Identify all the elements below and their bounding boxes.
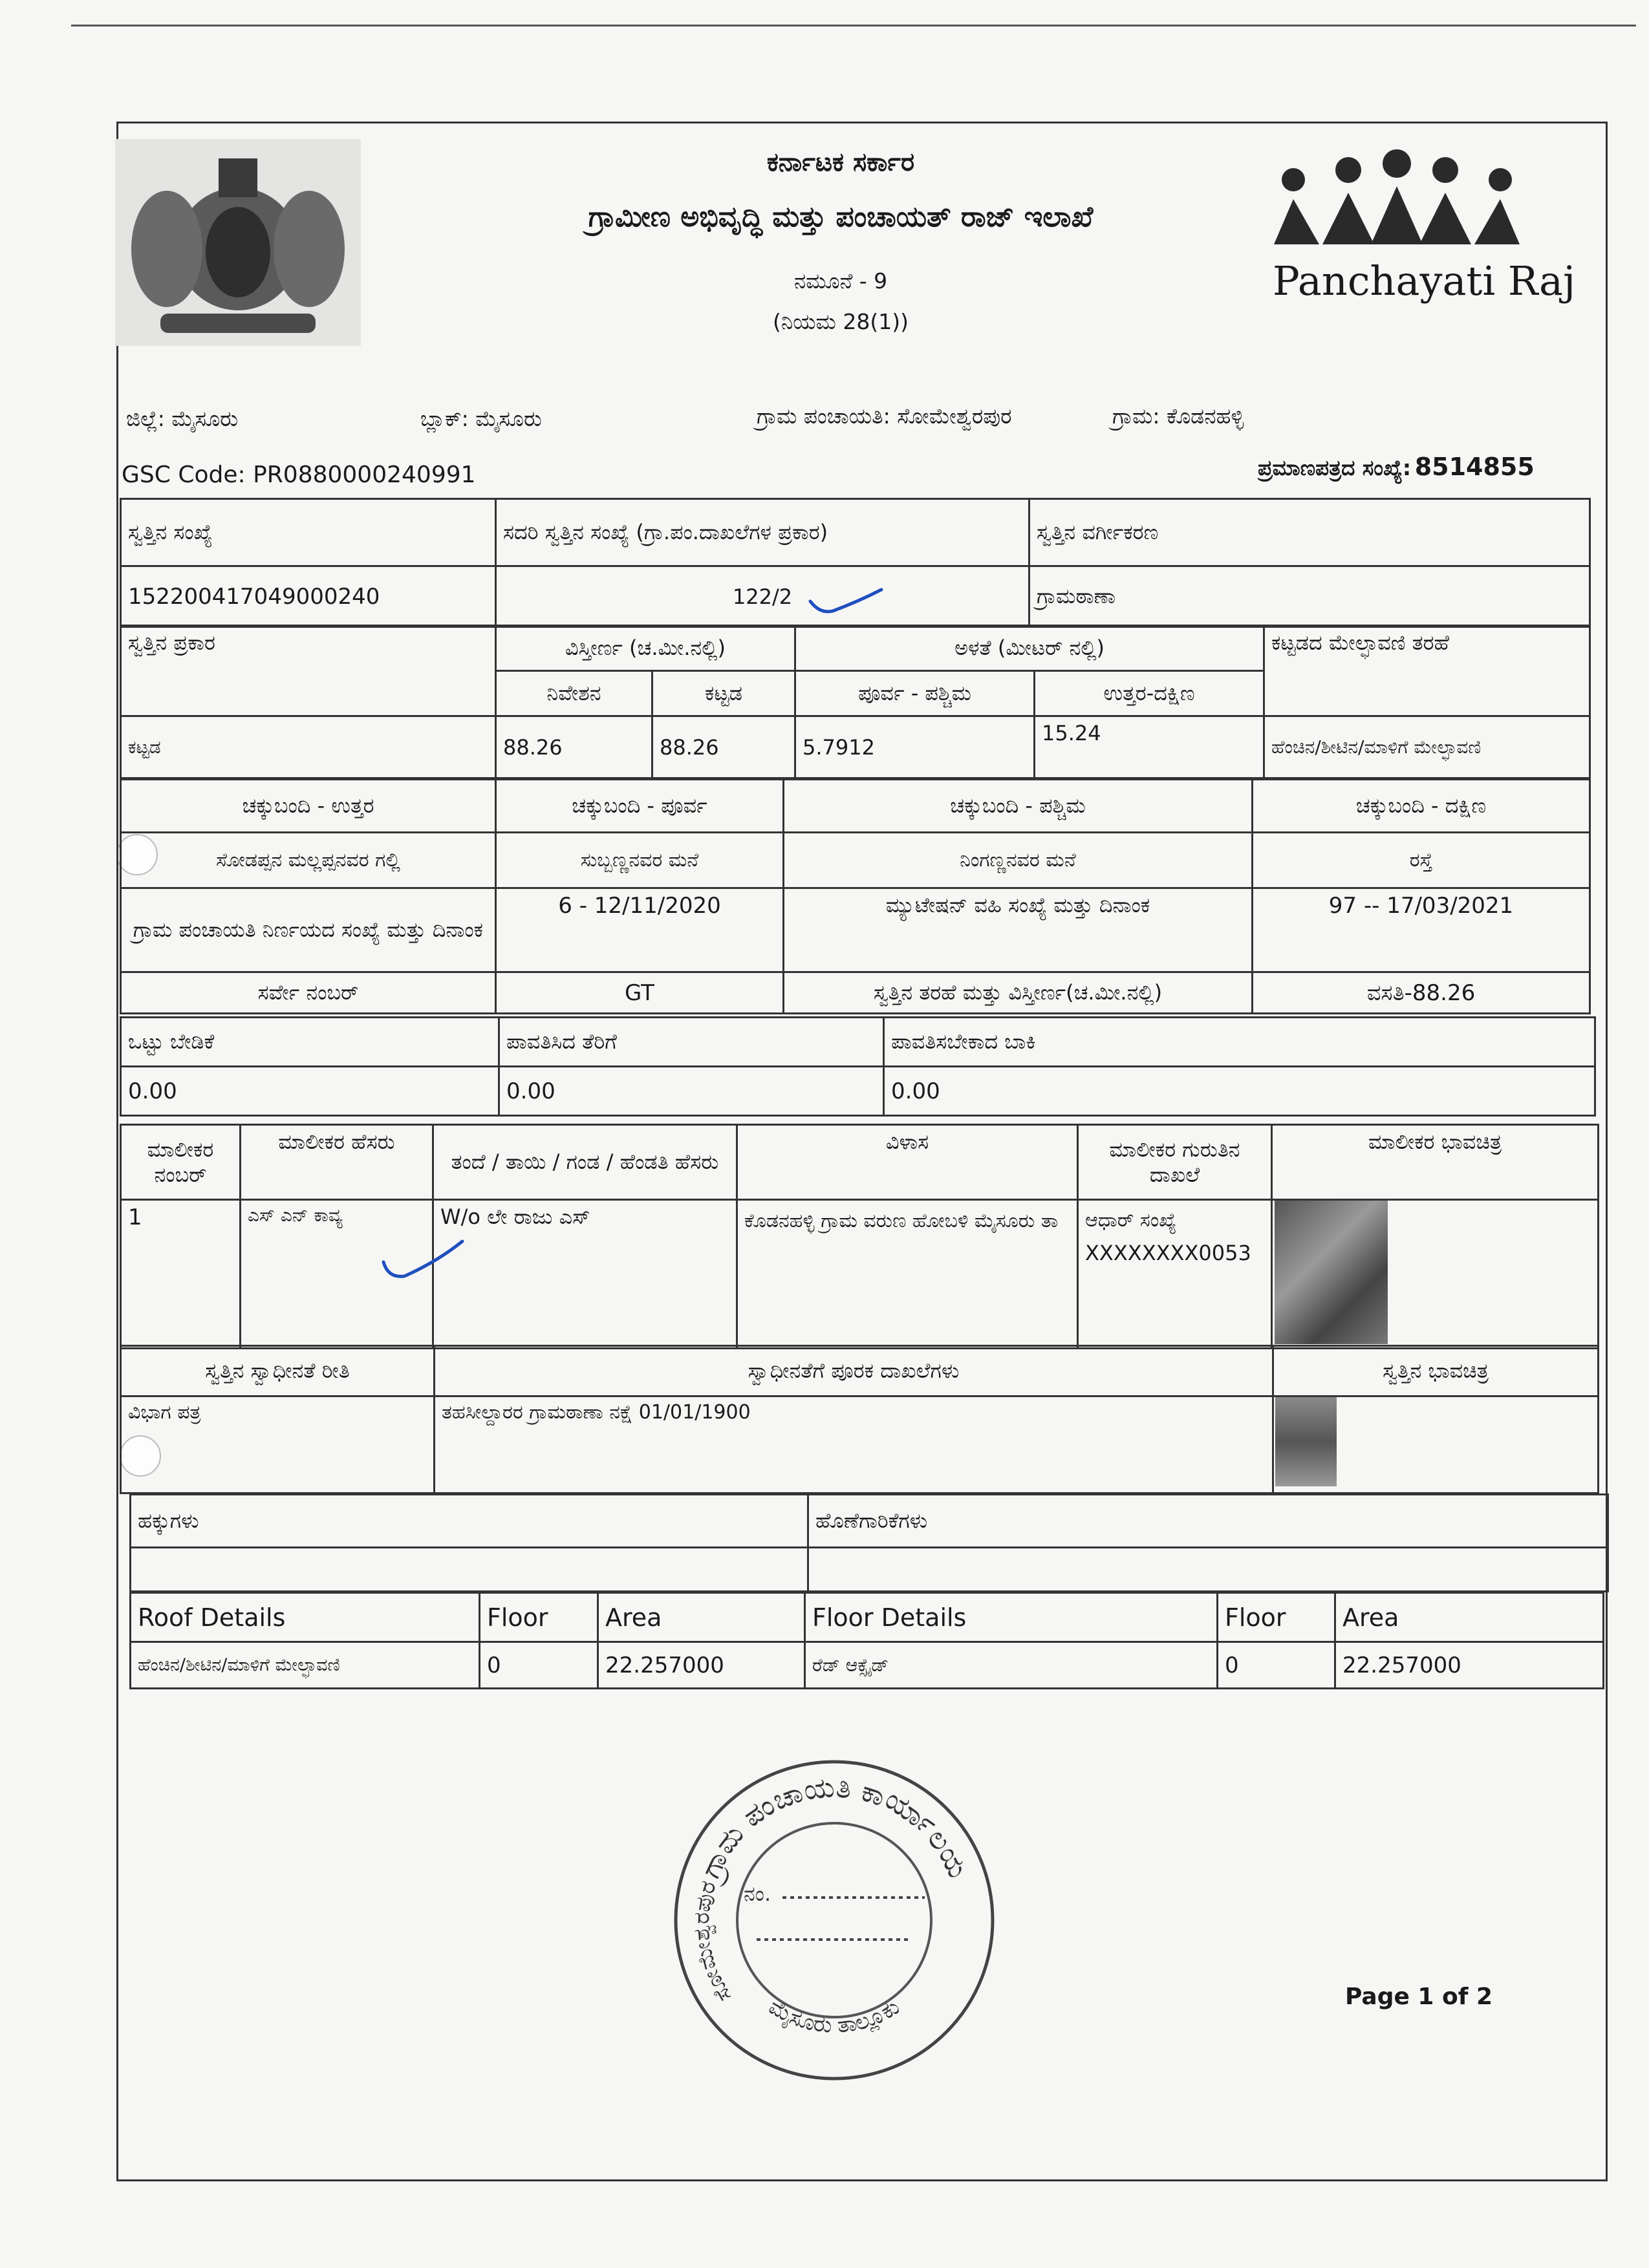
owner-no-value: 1 bbox=[121, 1200, 241, 1349]
seal-left-text: ಸೋಮೇಶ್ವರಪುರ bbox=[688, 1878, 737, 2007]
gsc-code: GSC Code: PR0880000240991 bbox=[122, 462, 476, 488]
property-no-value: 152200417049000240 bbox=[121, 566, 496, 627]
seal-bottom-text: ಮೈಸೂರು ತಾಲ್ಲೂಕು bbox=[764, 1993, 905, 2038]
rights-table bbox=[129, 1493, 1609, 1592]
boundaries-table bbox=[120, 778, 1591, 889]
ownership-mode-header: ಸ್ವತ್ತಿನ ಸ್ವಾಧೀನತೆ ರೀತಿ bbox=[121, 1346, 435, 1396]
district: ಜಿಲ್ಲೆ: ಮೈಸೂರು bbox=[126, 406, 239, 431]
site-area-header: ನಿವೇಶನ bbox=[496, 671, 652, 716]
sadari-no-header: ಸದರಿ ಸ್ವತ್ತಿನ ಸಂಖ್ಯೆ (ಗ್ರಾ.ಪಂ.ದಾಖಲೆಗಳ ಪ್ರಕಾರ) bbox=[496, 499, 1029, 566]
mutation-value: 97 -- 17/03/2021 bbox=[1253, 888, 1590, 972]
property-photo bbox=[1275, 1397, 1337, 1486]
property-kind-header: ಸ್ವತ್ತಿನ ತರಹೆ ಮತ್ತು ವಿಸ್ತೀರ್ಣ(ಚ.ಮೀ.ನಲ್ಲಿ) bbox=[784, 972, 1253, 1014]
gp-resolution-value: 6 - 12/11/2020 bbox=[496, 888, 784, 972]
owner-id-value bbox=[1078, 1200, 1272, 1349]
panchayat-seal-icon bbox=[666, 1752, 1002, 2088]
dept-title: ಗ್ರಾಮೀಣ ಅಭಿವೃದ್ಧಿ ಮತ್ತು ಪಂಚಾಯತ್ ರಾಜ್ ಇಲಾಖೆ bbox=[588, 200, 1094, 233]
roof-floor-header: Floor bbox=[480, 1593, 598, 1642]
property-type-value: ಕಟ್ಟಡ bbox=[121, 716, 496, 778]
boundary-south-header: ಚಕ್ಕುಬಂದಿ - ದಕ್ಷಿಣ bbox=[1253, 780, 1590, 833]
sadari-no-value: 122/2 bbox=[496, 566, 1029, 627]
due-tax-header: ಪಾವತಿಸಬೇಕಾದ ಬಾಕಿ bbox=[884, 1018, 1595, 1067]
liabilities-value bbox=[808, 1548, 1608, 1592]
paid-tax-header: ಪಾವತಿಸಿದ ತೆರಿಗೆ bbox=[499, 1018, 884, 1067]
seal-top-text: ಗ್ರಾಮ ಪಂಚಾಯತಿ ಕಾರ್ಯಾಲಯ bbox=[693, 1770, 975, 1883]
certificate-number bbox=[1258, 453, 1535, 481]
floor-details-header: Floor Details bbox=[805, 1593, 1218, 1642]
owner-photo-header: ಮಾಲೀಕರ ಭಾವಚಿತ್ರ bbox=[1272, 1125, 1599, 1200]
certificate-label: ಪ್ರಮಾಣಪತ್ರದ ಸಂಖ್ಯೆ: bbox=[1258, 455, 1412, 480]
survey-no-header: ಸರ್ವೇ ನಂಬರ್ bbox=[121, 972, 496, 1014]
gram-panchayat: ಗ್ರಾಮ ಪಂಚಾಯತಿ: ಸೋಮೇಶ್ವರಪುರ bbox=[757, 403, 1012, 429]
roof-area-header: Area bbox=[598, 1593, 805, 1642]
property-dimension-table bbox=[120, 625, 1591, 779]
classification-value: ಗ್ರಾಮಠಾಣಾ bbox=[1029, 566, 1590, 627]
boundary-north-header: ಚಕ್ಕುಬಂದಿ - ಉತ್ತರ bbox=[121, 780, 496, 833]
relation-name-header: ತಂದೆ / ತಾಯಿ / ಗಂಡ / ಹೆಂಡತಿ ಹೆಸರು bbox=[433, 1125, 737, 1200]
form-number: ನಮೂನೆ - 9 bbox=[793, 268, 888, 294]
roof-area-value: 22.257000 bbox=[598, 1642, 805, 1689]
tick-mark-icon bbox=[807, 582, 885, 621]
village: ಗ್ರಾಮ: ಕೊಡನಹಳ್ಳಿ bbox=[1112, 403, 1244, 429]
owner-name-header: ಮಾಲೀಕರ ಹೆಸರು bbox=[241, 1125, 433, 1200]
ownership-table bbox=[120, 1345, 1599, 1494]
building-area-header: ಕಟ್ಟಡ bbox=[652, 671, 795, 716]
id-number: XXXXXXXX0053 bbox=[1085, 1241, 1251, 1265]
east-west-value: 5.7912 bbox=[795, 716, 1035, 778]
block: ಬ್ಲಾಕ್: ಮೈಸೂರು bbox=[420, 406, 542, 431]
floor-area-value: 22.257000 bbox=[1335, 1642, 1604, 1689]
area-header: ವಿಸ್ತೀರ್ಣ (ಚ.ಮೀ.ನಲ್ಲಿ) bbox=[496, 626, 795, 671]
north-south-value: 15.24 bbox=[1035, 716, 1264, 778]
paid-tax-value: 0.00 bbox=[499, 1067, 884, 1116]
rule-number: (ನಿಯಮ 28(1)) bbox=[772, 309, 909, 334]
owner-name-value: ಎಸ್ ಎನ್ ಕಾವ್ಯ bbox=[241, 1200, 433, 1349]
east-west-header: ಪೂರ್ವ - ಪಶ್ಚಿಮ bbox=[795, 671, 1035, 716]
roof-details-header: Roof Details bbox=[131, 1593, 480, 1642]
floor-area-header: Area bbox=[1335, 1593, 1604, 1642]
rights-header: ಹಕ್ಕುಗಳು bbox=[131, 1495, 808, 1548]
total-demand-value: 0.00 bbox=[121, 1067, 499, 1116]
owner-photo bbox=[1275, 1201, 1388, 1344]
north-south-header: ಉತ್ತರ-ದಕ್ಷಿಣ bbox=[1035, 671, 1264, 716]
owner-no-header: ಮಾಲೀಕರ ನಂಬರ್ bbox=[121, 1125, 241, 1200]
svg-text:ಮೈಸೂರು ತಾಲ್ಲೂಕು bbox=[764, 1994, 904, 2038]
site-area-value: 88.26 bbox=[496, 716, 652, 778]
address-header: ವಿಳಾಸ bbox=[737, 1125, 1078, 1200]
property-no-header: ಸ್ವತ್ತಿನ ಸಂಖ್ಯೆ bbox=[121, 499, 496, 566]
owner-table bbox=[120, 1124, 1599, 1349]
floor-floor-header: Floor bbox=[1218, 1593, 1335, 1642]
svg-text:ಗ್ರಾಮ ಪಂಚಾಯತಿ ಕಾರ್ಯಾಲಯ bbox=[691, 1771, 975, 1889]
seal-number-label: ನಂ. bbox=[744, 1881, 771, 1906]
ownership-mode-value: ವಿಭಾಗ ಪತ್ರ bbox=[121, 1396, 435, 1493]
roof-type-header: ಕಟ್ಟಡದ ಮೇಲ್ಛಾವಣಿ ತರಹೆ bbox=[1264, 626, 1590, 716]
boundary-north-value: ಸೋಡಪ್ಪನ ಮಲ್ಲಪ್ಪನವರ ಗಲ್ಲಿ bbox=[121, 833, 496, 888]
property-photo-header: ಸ್ವತ್ತಿನ ಭಾವಚಿತ್ರ bbox=[1273, 1346, 1599, 1396]
floor-details-value: ರೆಡ್ ಆಕ್ಸೈಡ್ bbox=[805, 1642, 1218, 1689]
id-type: ಆಧಾರ್ ಸಂಖ್ಯೆ bbox=[1085, 1209, 1177, 1232]
mutation-header: ಮ್ಯುಟೇಷನ್ ವಹಿ ಸಂಖ್ಯೆ ಮತ್ತು ದಿನಾಂಕ bbox=[784, 888, 1253, 972]
karnataka-emblem-icon bbox=[115, 139, 361, 346]
govt-title: ಕರ್ನಾಟಕ ಸರ್ಕಾರ bbox=[766, 147, 915, 177]
resolution-table bbox=[120, 887, 1591, 1014]
relation-name-value: W/o ಲೇ ರಾಜು ಎಸ್ bbox=[433, 1200, 737, 1349]
total-demand-header: ಒಟ್ಟು ಬೇಡಿಕೆ bbox=[121, 1018, 499, 1067]
survey-no-value: GT bbox=[496, 972, 784, 1014]
address-value: ಕೊಡನಹಳ್ಳಿ ಗ್ರಾಮ ವರುಣ ಹೋಬಳಿ ಮೈಸೂರು ತಾ bbox=[737, 1200, 1078, 1349]
owner-photo-cell bbox=[1272, 1200, 1599, 1349]
certificate-value: 8514855 bbox=[1414, 453, 1535, 481]
gp-resolution-header: ಗ್ರಾಮ ಪಂಚಾಯತಿ ನಿರ್ಣಯದ ಸಂಖ್ಯೆ ಮತ್ತು ದಿನಾಂಕ bbox=[121, 888, 496, 972]
liabilities-header: ಹೊಣೆಗಾರಿಕೆಗಳು bbox=[808, 1495, 1608, 1548]
classification-header: ಸ್ವತ್ತಿನ ವರ್ಗೀಕರಣ bbox=[1029, 499, 1590, 566]
boundary-east-value: ಸುಬ್ಬಣ್ಣನವರ ಮನೆ bbox=[496, 833, 784, 888]
top-edge-line bbox=[71, 25, 1636, 27]
owner-id-header: ಮಾಲೀಕರ ಗುರುತಿನ ದಾಖಲೆ bbox=[1078, 1125, 1272, 1200]
page-number: Page 1 of 2 bbox=[1345, 1984, 1493, 2010]
building-area-value: 88.26 bbox=[652, 716, 795, 778]
dimension-header: ಅಳತೆ (ಮೀಟರ್ ನಲ್ಲಿ) bbox=[795, 626, 1264, 671]
roof-type-value: ಹೆಂಚಿನ/ಶೀಟಿನ/ಮಾಳಿಗೆ ಮೇಲ್ಛಾವಣಿ bbox=[1264, 716, 1590, 778]
rights-value bbox=[131, 1548, 808, 1592]
property-photo-cell bbox=[1273, 1396, 1599, 1493]
ownership-docs-header: ಸ್ವಾಧೀನತೆಗೆ ಪೂರಕ ದಾಖಲೆಗಳು bbox=[435, 1346, 1273, 1396]
boundary-west-value: ನಿಂಗಣ್ಣನವರ ಮನೆ bbox=[784, 833, 1253, 888]
roof-details-value: ಹೆಂಚಿನ/ಶೀಟಿನ/ಮಾಳಿಗೆ ಮೇಲ್ಛಾವಣಿ bbox=[131, 1642, 480, 1689]
roof-floor-table bbox=[129, 1592, 1604, 1689]
tick-mark-icon bbox=[378, 1236, 469, 1288]
panchayati-raj-logo-icon bbox=[1267, 147, 1526, 257]
boundary-west-header: ಚಕ್ಕುಬಂದಿ - ಪಶ್ಚಿಮ bbox=[784, 780, 1253, 833]
floor-floor-value: 0 bbox=[1218, 1642, 1335, 1689]
boundary-east-header: ಚಕ್ಕುಬಂದಿ - ಪೂರ್ವ bbox=[496, 780, 784, 833]
tax-table bbox=[120, 1016, 1596, 1117]
property-type-header: ಸ್ವತ್ತಿನ ಪ್ರಕಾರ bbox=[121, 626, 496, 716]
property-kind-value: ವಸತಿ-88.26 bbox=[1253, 972, 1590, 1014]
ownership-docs-value: ತಹಸೀಲ್ದಾರರ ಗ್ರಾಮಠಾಣಾ ನಕ್ಷೆ 01/01/1900 bbox=[435, 1396, 1273, 1493]
svg-text:ಸೋಮೇಶ್ವರಪುರ bbox=[689, 1878, 737, 2007]
due-tax-value: 0.00 bbox=[884, 1067, 1595, 1116]
logo-text: Panchayati Raj bbox=[1273, 257, 1576, 305]
roof-floor-value: 0 bbox=[480, 1642, 598, 1689]
boundary-south-value: ರಸ್ತೆ bbox=[1253, 833, 1590, 888]
